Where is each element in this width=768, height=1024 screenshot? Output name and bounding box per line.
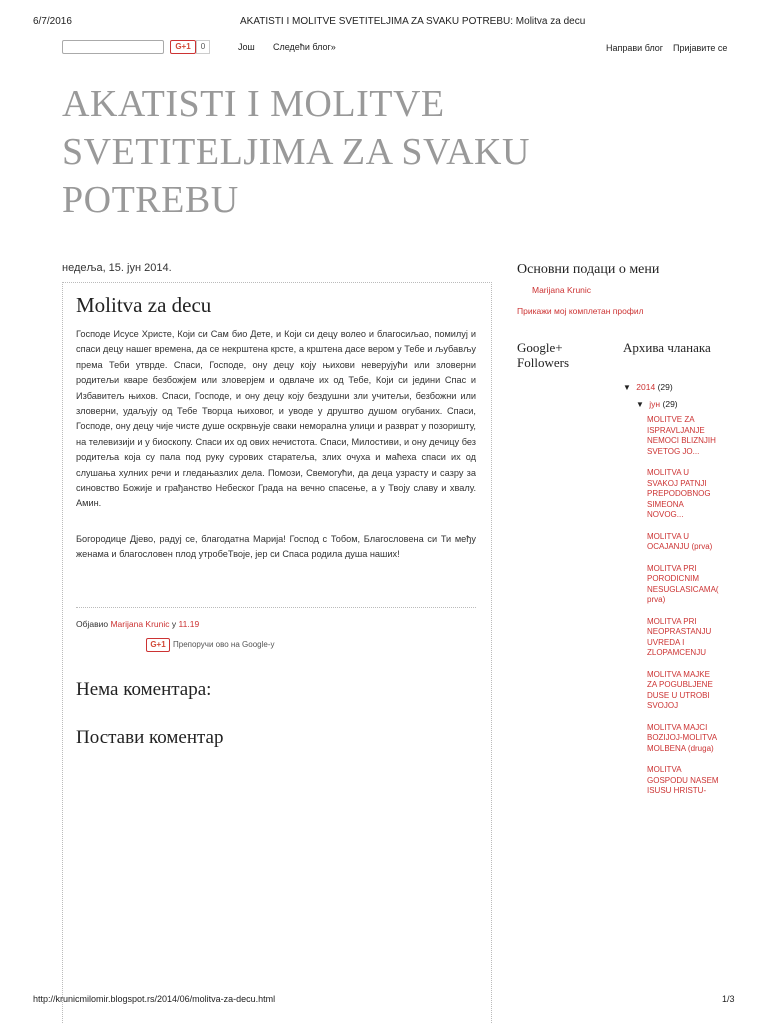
blogger-navbar [0,38,768,60]
profile-author-link[interactable]: Marijana Krunic [532,285,592,295]
archive-month[interactable] [636,399,678,409]
archive-post-link[interactable]: MOLITVA U OCAJANJU (prva) [647,531,713,551]
followers-heading: Google+ Followers [517,340,569,370]
gplus-button[interactable]: G+1 [170,40,196,54]
post-author-link[interactable]: Marijana Krunic [110,619,170,629]
archive-post-link[interactable]: MOLITVA U SVAKOJ PATNJI PREPODOBNOG SIMEONA NOVOG... [647,468,711,519]
full-profile-link[interactable]: Прикажи мој комплетан профил [517,306,644,316]
search-input[interactable] [62,40,164,54]
more-link[interactable]: Још [238,42,255,52]
at-label: у [171,619,177,629]
next-blog-link[interactable]: Следећи блог» [273,42,336,52]
archive-post-link[interactable]: MOLITVA GOSPODU NASEM ISUSU HRISTU- [647,765,719,795]
post-title: Molitva za decu [76,293,212,317]
archive-year[interactable] [623,382,673,392]
comments-heading: Нема коментара: [76,679,212,700]
print-header [0,0,768,32]
post-time-link[interactable]: 11.19 [178,619,200,629]
post-comment-heading: Постави коментар [76,727,224,748]
print-page-title: AKATISTI I MOLITVE SVETITELJIMA ZA SVAKU POTREBU: Molitva za decu [240,16,586,27]
post-footer [76,619,199,629]
archive-post-link[interactable]: MOLITVA MAJKE ZA POGUBLJENE DUSE U UTROBI SVOJOJ [647,669,713,710]
archive-post-link[interactable]: MOLITVA PRI NEOPRASTANJU UVREDA I ZLOPAMCENJU [647,616,712,657]
archive-year-link[interactable]: 2014 [636,382,656,392]
archive-year-count: (29) [657,382,673,392]
about-me-heading: Основни подаци о мени [517,262,660,277]
post-paragraph: Богородице Дјево, радуј се, благодатна Марија! Господ с Тобом, Благословена си Ти међу женама и благословен плод утробеТвоје, јер си Спаса родила душа наших! [76,533,476,560]
sign-in-link[interactable]: Пријавите се [673,43,728,53]
archive-post-link[interactable]: MOLITVA PRI PORODICNIM NESUGLASICAMA(prva) [647,563,719,604]
post-paragraph: Господе Исусе Христе, Који си Сам био Дете, и Који си децу волео и благосиљао, помилуј и спаси децу нашег времена, да се некрштена крсте, а крштена дасе вером у Тебе и љубављу према Теби утврде. Спаси, Господе, ону децу коју њихови неверујући или зловерни родитељи кваре безбожјем или зловерјем и одвлаче их од Тебе, Који си једини Спас и Избавитељ њихов. Спаси, Господе, и ону децу коју бездушни зли учитељи, безбожни или зловерни, удаљују од Тебе Творца њиховог, и уводе у друштво душом огубаних. Спаси, Господе, ону децу чије чисте душе оскрвњује сваки неморална улици и разврат у позоришту, на телевизији и у биоскопу. Спаси их од овиx нечистота. Спаси, Милостиви, и ону дечицу без родитеља која су пала под руку сурових старатеља, злих очуха и маћеха спаси их од слушања хулних речи и гледањазлих дела. Помози, Свемогући, да деца узрасту и сазру за синовство Божије и грађанство Небеског Града на вечно спасење, а у Твоју славу и хвалу. Амин. [76,329,476,509]
triangle-down-icon[interactable]: ▼ [636,400,644,409]
post-divider [76,607,476,608]
post-body [76,327,476,583]
post-date: недеља, 15. јун 2014. [62,262,172,274]
blog-title[interactable]: AKATISTI I MOLITVE SVETITELJIMA ZA SVAKU POTREBU [62,83,530,221]
recommend-text: Препоручи ово на Google-у [173,640,275,649]
triangle-down-icon[interactable]: ▼ [623,383,631,392]
gplus-count: 0 [196,40,210,54]
print-date: 6/7/2016 [33,16,72,27]
recommend-gplus-button[interactable]: G+1 [146,638,170,652]
posted-by-label: Објавио [76,619,109,629]
archive-heading: Архива чланака [623,340,711,355]
create-blog-link[interactable]: Направи блог [606,43,664,53]
print-page-number: 1/3 [722,994,735,1004]
archive-post-list [647,415,719,808]
print-url: http://krunicmilomir.blogspot.rs/2014/06/molitva-za-decu.html [33,994,276,1004]
archive-post-link[interactable]: MOLITVE ZA ISPRAVLJANJE NEMOCI BLIZNJIH SVETOG JO... [647,415,716,456]
archive-post-link[interactable]: MOLITVA MAJCI BOZIJOJ-MOLITVA MOLBENA (druga) [647,722,717,753]
archive-month-count: (29) [662,399,678,409]
archive-month-link[interactable]: јун [649,399,661,409]
print-footer [0,994,768,1008]
